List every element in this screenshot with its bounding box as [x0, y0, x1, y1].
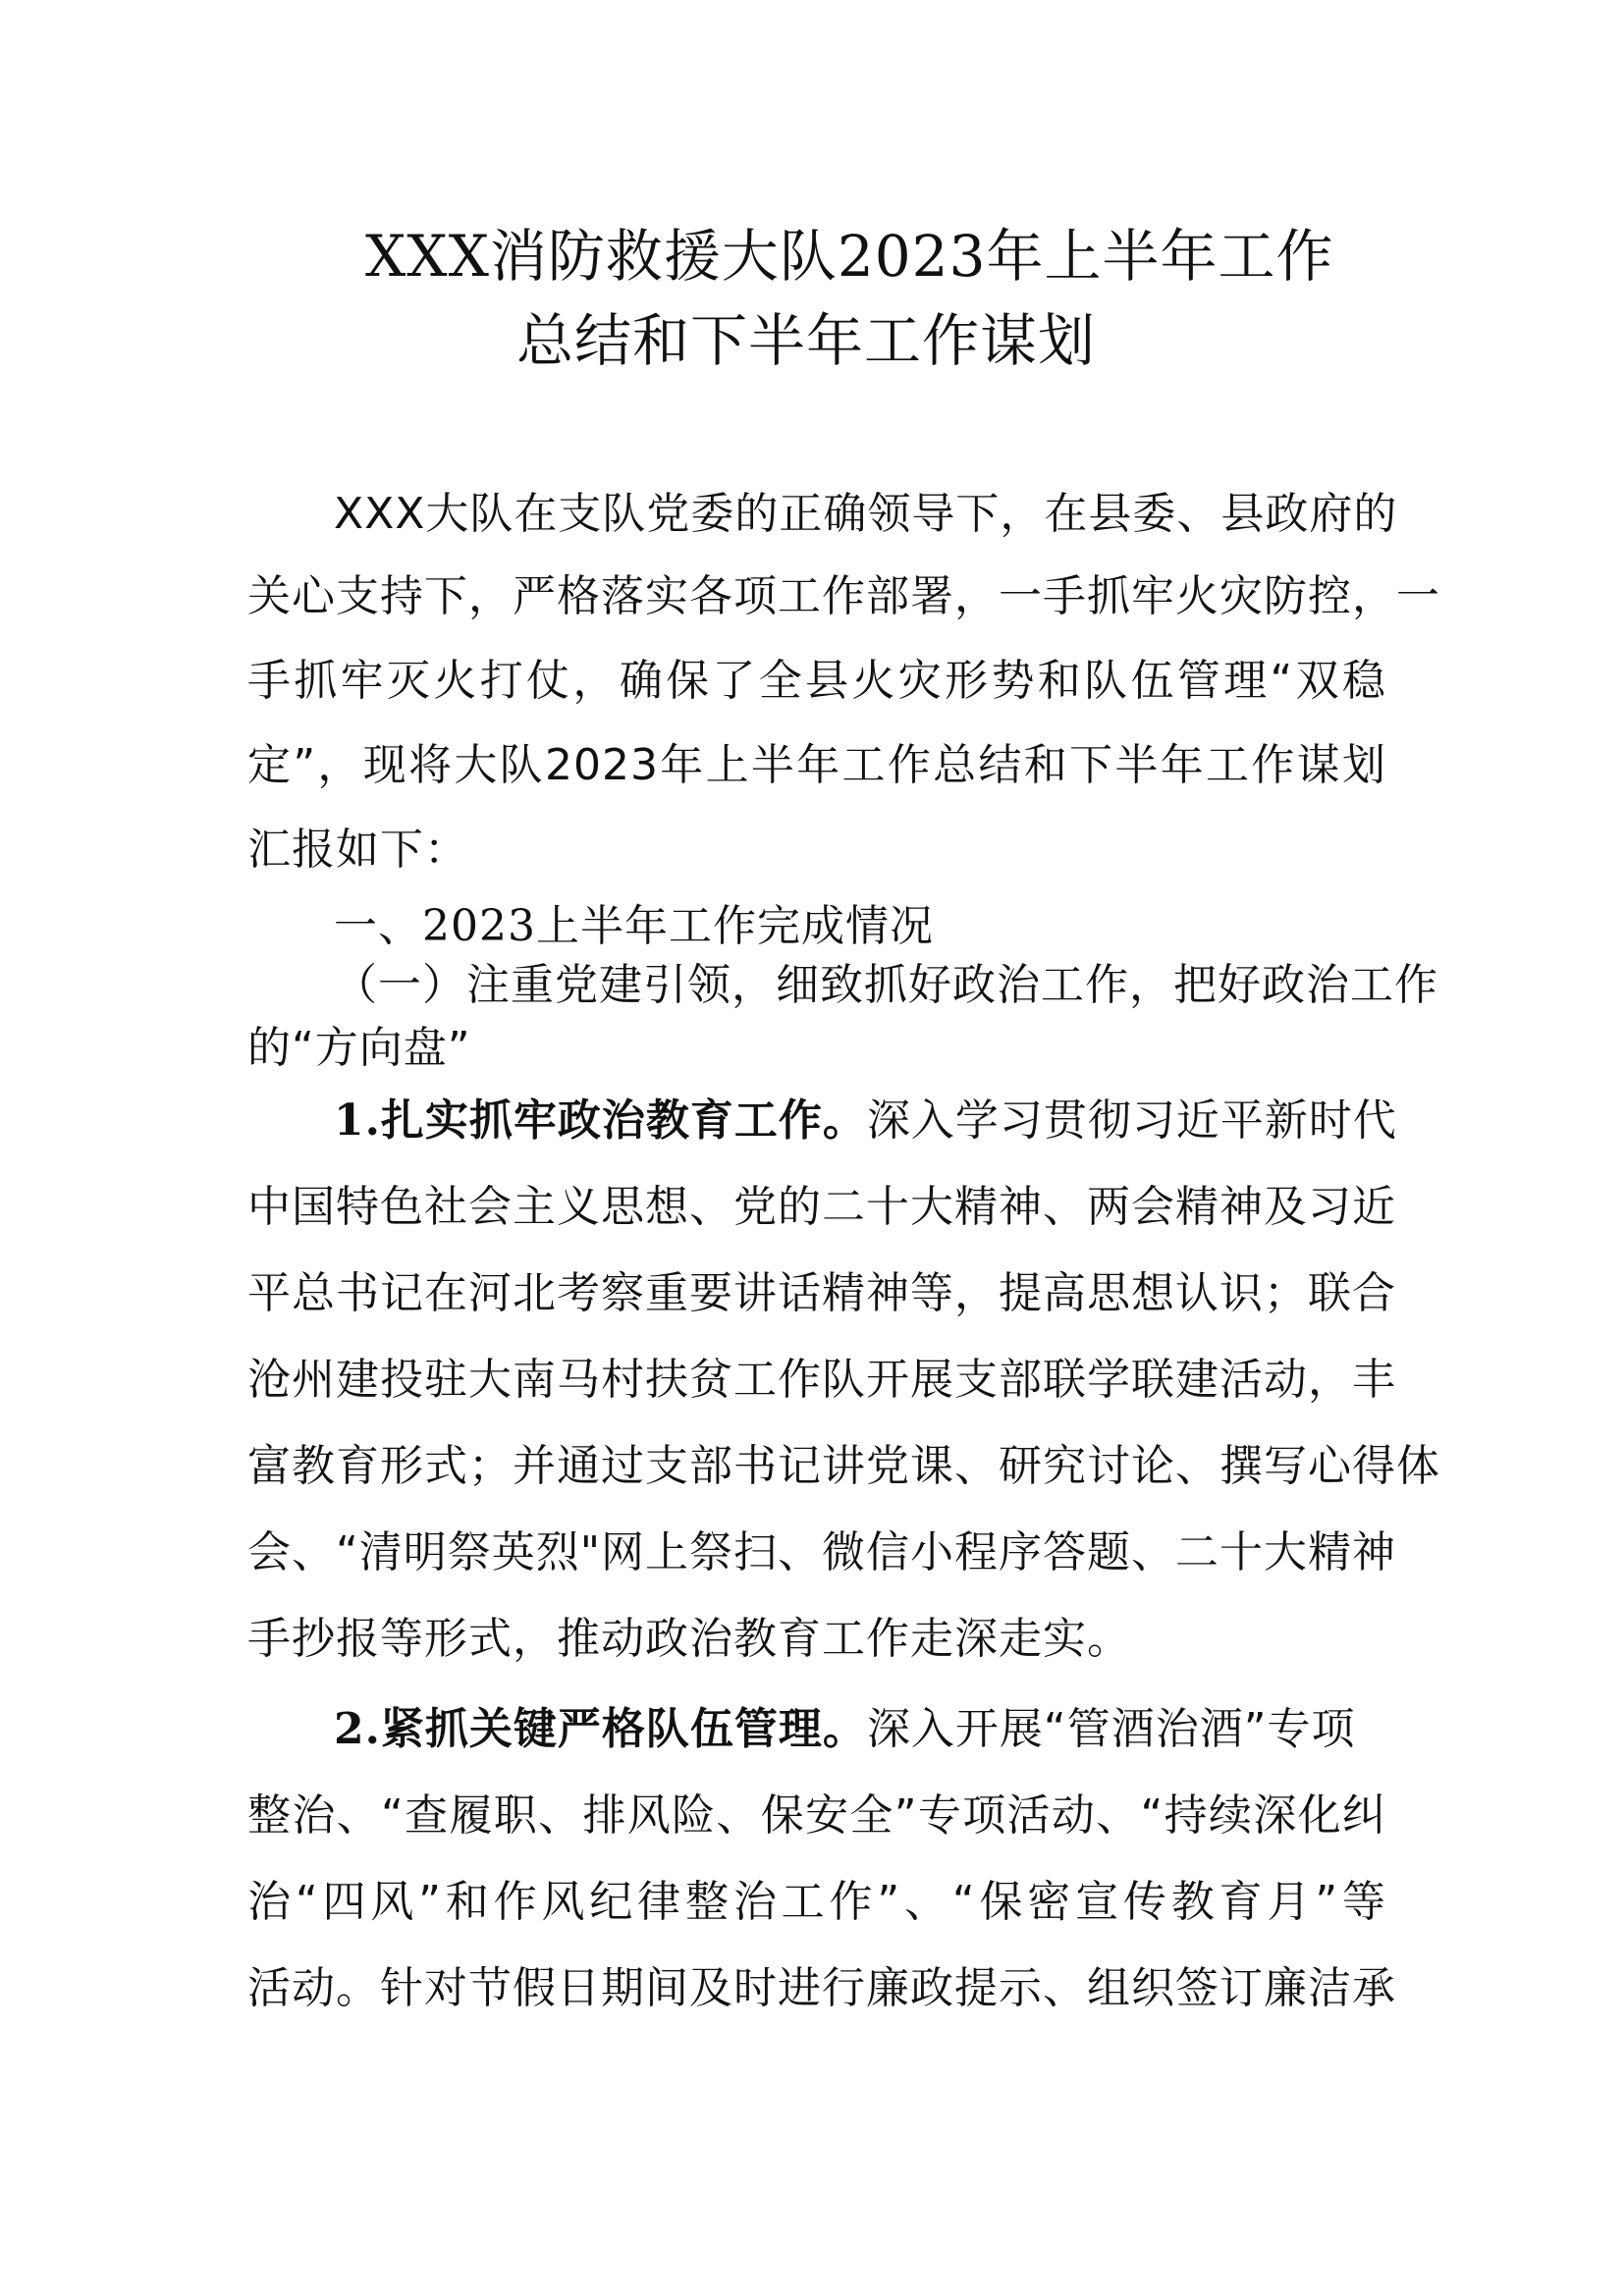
item-text: 深入开展“管酒治酒”专项 [866, 1704, 1356, 1754]
item-paragraph-line: 手抄报等形式，推动政治教育工作走深走实。 [247, 1614, 1131, 1664]
subsection-heading-line: （一）注重党建引领，细致抓好政治工作，把好政治工作 [334, 960, 1438, 1010]
item-paragraph-line [334, 1095, 1473, 1146]
section-heading: 一、2023上半年工作完成情况 [334, 901, 934, 951]
item-paragraph-line: 会、“清明祭英烈"网上祭扫、微信小程序答题、二十大精神 [247, 1527, 1397, 1577]
document-title-line-2: 总结和下半年工作谋划 [516, 307, 1097, 374]
item-paragraph-line: 富教育形式；并通过支部书记讲党课、研究讨论、撰写心得体 [247, 1441, 1440, 1491]
document-title-line-1: XXX消防救援大队2023年上半年工作 [365, 223, 1334, 290]
intro-paragraph-line: 汇报如下： [247, 825, 468, 875]
item-paragraph-line: 沧州建投驻大南马村扶贫工作队开展支部联学联建活动，丰 [247, 1355, 1396, 1405]
intro-paragraph-line: 定”，现将大队2023年上半年工作总结和下半年工作谋划 [247, 740, 1386, 790]
item-paragraph-line: 中国特色社会主义思想、党的二十大精神、两会精神及习近 [247, 1182, 1396, 1232]
subsection-heading-line: 的“方向盘” [247, 1023, 471, 1073]
item-label: 1.扎实抓牢政治教育工作。 [334, 1095, 867, 1146]
item-text: 深入学习贯彻习近平新时代 [866, 1095, 1397, 1146]
item-paragraph-line: 平总书记在河北考察重要讲话精神等，提高思想认识；联合 [247, 1268, 1396, 1318]
item-paragraph-line [334, 1704, 1473, 1754]
item-paragraph-line: 治“四风”和作风纪律整治工作”、“保密宣传教育月”等 [247, 1877, 1386, 1927]
item-paragraph-line: 活动。针对节假日期间及时进行廉政提示、组织签订廉洁承 [247, 1963, 1396, 2013]
intro-paragraph-line: 关心支持下，严格落实各项工作部署，一手抓牢火灾防控，一 [247, 571, 1440, 621]
item-label: 2.紧抓关键严格队伍管理。 [334, 1704, 867, 1754]
intro-paragraph-line: XXX大队在支队党委的正确领导下，在县委、县政府的 [334, 489, 1398, 539]
item-paragraph-line: 整治、“查履职、排风险、保安全”专项活动、“持续深化纠 [247, 1790, 1386, 1841]
intro-paragraph-line: 手抓牢灭火打仗，确保了全县火灾形势和队伍管理“双稳 [247, 656, 1386, 706]
